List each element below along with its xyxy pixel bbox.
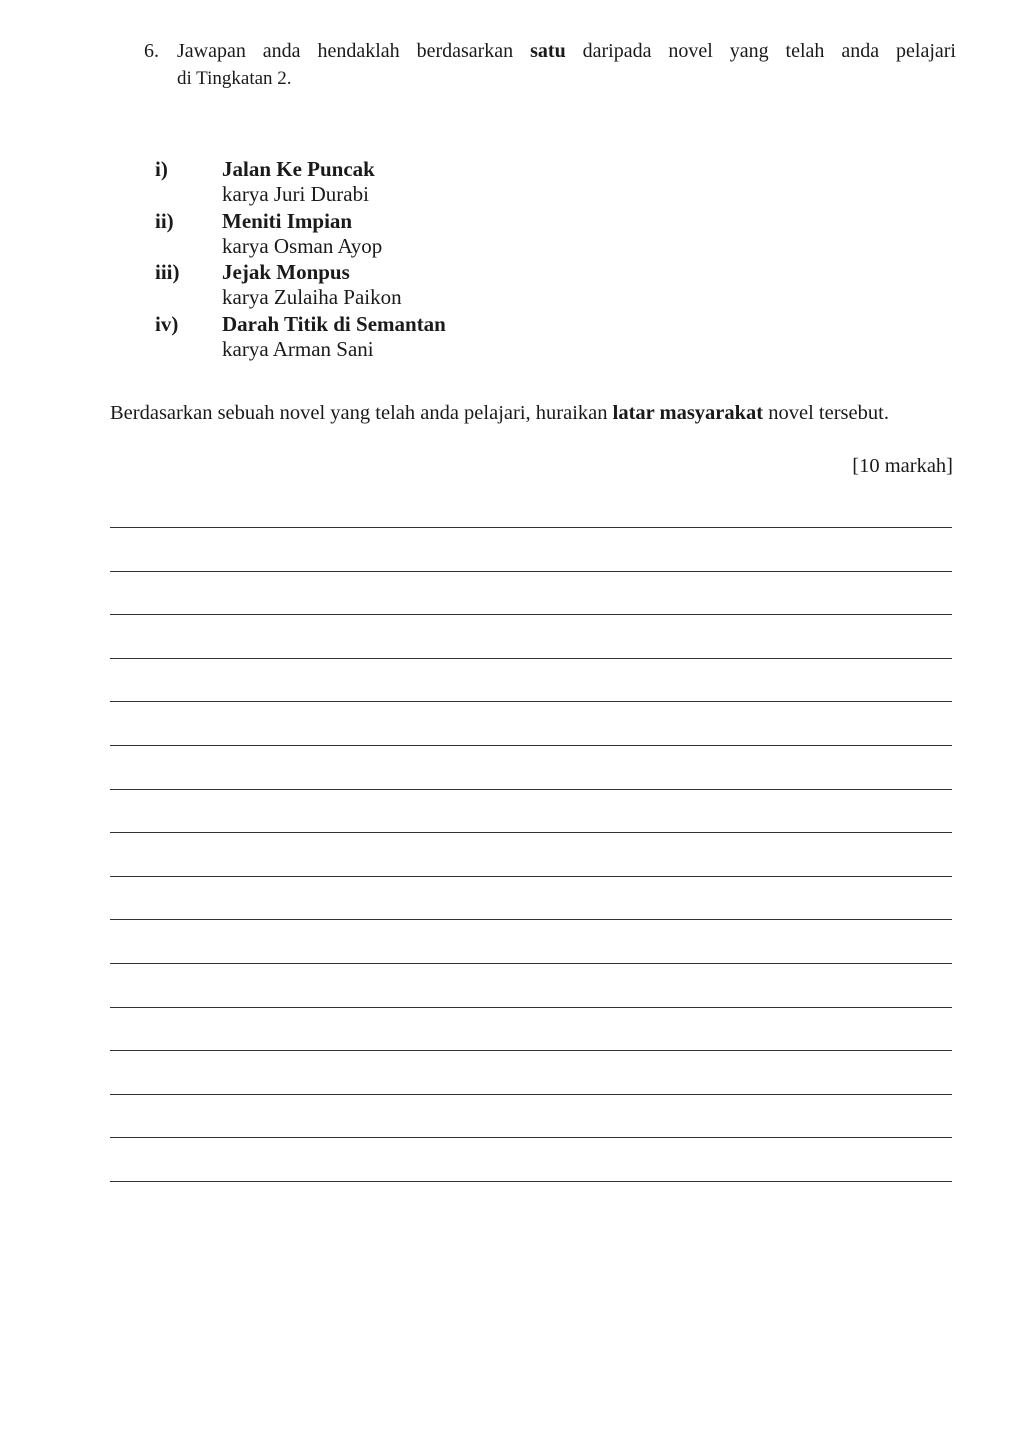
question-text-before: Jawapan anda hendaklah berdasarkan <box>177 40 531 62</box>
question-line-1 <box>177 38 956 65</box>
novel-title: Meniti Impian <box>222 208 353 233</box>
question-text <box>177 38 956 92</box>
answer-line <box>110 527 952 528</box>
novel-item <box>155 260 655 312</box>
answer-line <box>110 876 952 877</box>
question-text-after: daripada novel yang telah anda pelajari <box>565 40 956 62</box>
answer-line <box>110 919 952 920</box>
answer-line <box>110 658 952 659</box>
question-text-bold: satu <box>530 40 566 62</box>
novel-author: karya Arman Sani <box>222 336 374 361</box>
answer-line <box>110 701 952 702</box>
answer-line <box>110 571 952 572</box>
answer-line <box>110 1181 952 1182</box>
question-number: 6. <box>144 40 159 62</box>
answer-line <box>110 614 952 615</box>
novel-item <box>155 157 655 209</box>
answer-line <box>110 832 952 833</box>
instruction-before: Berdasarkan sebuah novel yang telah anda pelajari, huraikan <box>110 402 613 424</box>
novel-author: karya Osman Ayop <box>222 233 383 258</box>
novel-title: Jejak Monpus <box>222 260 350 284</box>
instruction-bold: latar masyarakat <box>612 402 764 424</box>
answer-line <box>110 1007 952 1008</box>
novel-list <box>155 157 655 363</box>
novel-numeral: ii) <box>155 208 174 233</box>
novel-title: Darah Titik di Semantan <box>222 311 446 336</box>
instruction-text <box>110 400 955 426</box>
answer-line <box>110 789 952 790</box>
answer-line <box>110 1050 952 1051</box>
marks-label: [10 markah] <box>852 455 953 477</box>
novel-item <box>155 209 655 261</box>
question-block <box>144 38 956 92</box>
novel-numeral: iv) <box>155 311 179 336</box>
novel-title: Jalan Ke Puncak <box>222 157 375 181</box>
novel-numeral: iii) <box>155 260 180 284</box>
novel-numeral: i) <box>155 157 168 181</box>
answer-line <box>110 1094 952 1095</box>
answer-line <box>110 963 952 964</box>
novel-author: karya Zulaiha Paikon <box>222 285 402 309</box>
instruction-after: novel tersebut. <box>763 402 889 424</box>
novel-author: karya Juri Durabi <box>222 182 369 206</box>
question-line-2: di Tingkatan 2. <box>177 68 292 89</box>
answer-line <box>110 745 952 746</box>
novel-item <box>155 312 655 364</box>
answer-line <box>110 1137 952 1138</box>
